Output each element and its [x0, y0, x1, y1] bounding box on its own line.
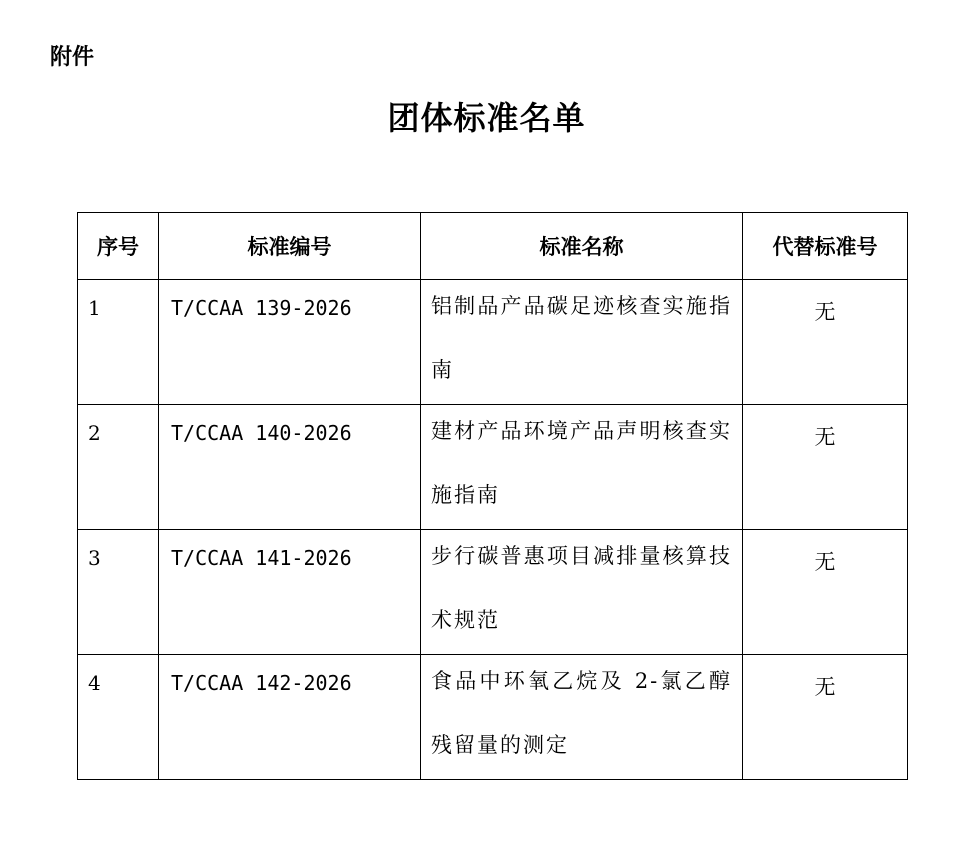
cell-seq-wrap: [78, 280, 159, 405]
cell-replaces-wrap: [743, 405, 908, 530]
cell-name-wrap: [421, 530, 743, 655]
cell-code: T/CCAA 140-2026: [171, 421, 352, 445]
cell-seq: 1: [88, 296, 101, 320]
cell-code: T/CCAA 141-2026: [171, 546, 352, 570]
cell-name-wrap: [421, 405, 743, 530]
cell-replaces: 无: [814, 550, 836, 574]
cell-code: T/CCAA 139-2026: [171, 296, 352, 320]
header-code: 标准编号: [159, 213, 421, 280]
cell-replaces-wrap: [743, 655, 908, 780]
cell-seq-wrap: [78, 405, 159, 530]
cell-code-wrap: [159, 405, 421, 530]
table-body: [78, 280, 908, 780]
header-name: 标准名称: [421, 213, 743, 280]
cell-seq-wrap: [78, 530, 159, 655]
table-row: [78, 530, 908, 655]
header-seq: 序号: [78, 213, 159, 280]
cell-code-wrap: [159, 280, 421, 405]
cell-name: 步行碳普惠项目减排量核算技术规范: [431, 544, 732, 632]
cell-name: 铝制品产品碳足迹核查实施指南: [431, 294, 732, 382]
table-row: [78, 655, 908, 780]
header-replaces: 代替标准号: [743, 213, 908, 280]
cell-seq: 4: [88, 671, 101, 695]
cell-code-wrap: [159, 655, 421, 780]
cell-replaces-wrap: [743, 530, 908, 655]
cell-seq: 2: [88, 421, 101, 445]
table-row: [78, 405, 908, 530]
cell-name: 建材产品环境产品声明核查实施指南: [431, 419, 732, 507]
attachment-label: 附件: [50, 45, 95, 70]
cell-name-wrap: [421, 280, 743, 405]
cell-replaces: 无: [814, 675, 836, 699]
cell-name-wrap: [421, 655, 743, 780]
standards-table: [77, 212, 908, 780]
cell-code-wrap: [159, 530, 421, 655]
cell-code: T/CCAA 142-2026: [171, 671, 352, 695]
cell-seq: 3: [88, 546, 101, 570]
table-row: [78, 280, 908, 405]
cell-replaces: 无: [814, 425, 836, 449]
document-title: 团体标准名单: [387, 99, 586, 137]
cell-replaces-wrap: [743, 280, 908, 405]
cell-name: 食品中环氧乙烷及 2-氯乙醇残留量的测定: [431, 669, 732, 757]
cell-replaces: 无: [814, 300, 836, 324]
cell-seq-wrap: [78, 655, 159, 780]
